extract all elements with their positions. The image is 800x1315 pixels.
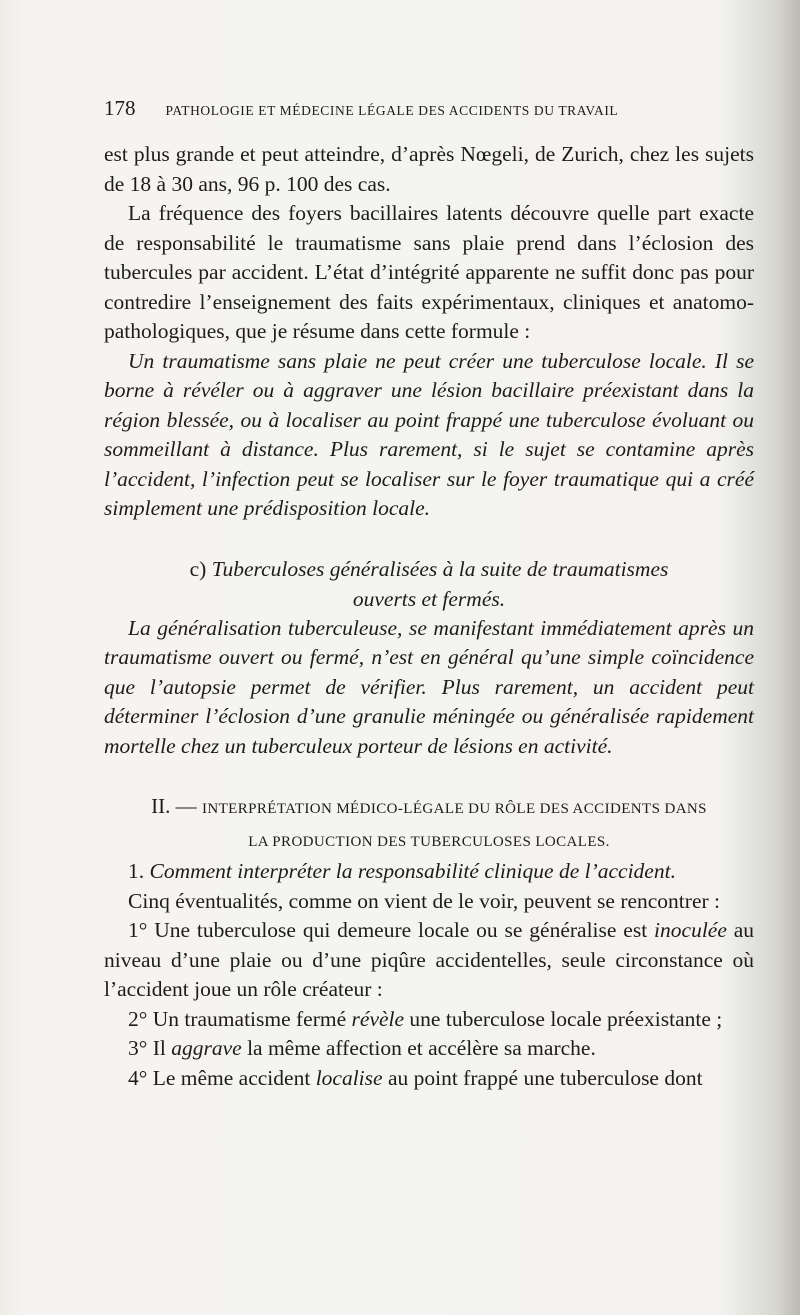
item-1-lead: 1° Une tuberculose qui demeure locale ou se généralise est bbox=[128, 918, 648, 942]
item-4-rest: au point frappé une tuberculose dont bbox=[387, 1065, 703, 1090]
item-3-lead: 3° Il bbox=[128, 1036, 166, 1060]
section-ii-title-line1: INTERPRÉTATION MÉDICO-LÉGALE DU RÔLE DES ACCIDENTS DANS bbox=[201, 801, 707, 817]
item-1-rest: au niveau d’une plaie ou d’une piqûre accidentelles, seule circonstance où l’accident joue un rôle créateur : bbox=[104, 918, 755, 1001]
subsection-1-title: Comment interpréter la responsabilité clinique de l’accident. bbox=[149, 859, 676, 883]
subsection-heading-1 bbox=[104, 857, 754, 887]
section-heading-ii bbox=[104, 791, 754, 857]
list-item-3 bbox=[104, 1034, 754, 1064]
section-c-title-line1: Tuberculoses généralisées à la suite de traumatismes bbox=[211, 556, 669, 581]
paragraph-continuation: est plus grande et peut atteindre, d’après Nœgeli, de Zurich, chez les sujets de 18 à 30 ans, 96 p. 100 des cas. bbox=[104, 142, 754, 196]
item-2-emphasis: révèle bbox=[351, 1006, 405, 1031]
running-head: PATHOLOGIE ET MÉDECINE LÉGALE DES ACCIDENTS DU TRAVAIL bbox=[165, 103, 619, 118]
paragraph-formula: Un traumatisme sans plaie ne peut créer une tuberculose locale. Il se borne à révéler ou à aggraver une lésion bacillaire préexistant dans la région blessée, ou à localiser au point frappé une tuberculose évoluant ou sommeillant à distance. Plus rarement, si le sujet se contamine après l’accident, l’infection peut se localiser sur le foyer traumatique qui a créé simplement une prédisposition locale. bbox=[104, 348, 754, 520]
section-c-label: c) bbox=[189, 556, 207, 581]
list-item-2 bbox=[104, 1005, 754, 1035]
paragraph-five-cases: Cinq éventualités, comme on vient de le voir, peuvent se rencontrer : bbox=[128, 888, 720, 913]
item-4-emphasis: localise bbox=[315, 1065, 383, 1090]
list-item-4 bbox=[104, 1064, 754, 1094]
paragraph-generalisation: La généralisation tuberculeuse, se manifestant immédiatement après un traumatisme ouvert ou fermé, n’est en général qu’une simple coïncidence que l’autopsie permet de vérifier. Plus rarement, un accident peut déterminer l’éclosion d’une granulie méningée ou généralisée rapidement mortelle chez un tuberculeux porteur de lésions en activité. bbox=[104, 615, 754, 758]
item-1-emphasis: inoculée bbox=[654, 918, 727, 942]
item-3-rest: la même affection et accélère sa marche. bbox=[247, 1036, 596, 1060]
list-item-1 bbox=[104, 916, 754, 1005]
page-number: 178 bbox=[104, 96, 136, 120]
section-heading-c bbox=[104, 554, 754, 614]
item-4-lead: 4° Le même accident bbox=[128, 1065, 311, 1090]
section-c-title-line2: ouverts et fermés. bbox=[352, 586, 506, 611]
section-ii-numeral: II. — bbox=[151, 794, 197, 818]
paragraph-latent-foci: La fréquence des foyers bacillaires latents découvre quelle part exacte de responsabilité le traumatisme sans plaie prend dans l’éclosion des tubercules par accident. L’état d’intégrité apparente ne suffit donc pas pour contredire l’enseignement des faits expérimentaux, cliniques et anatomo-pathologiques, que je résume dans cette formule : bbox=[104, 201, 754, 343]
section-ii-title-line2: LA PRODUCTION DES TUBERCULOSES LOCALES. bbox=[248, 834, 610, 850]
subsection-1-number: 1. bbox=[128, 859, 145, 883]
item-2-lead: 2° Un traumatisme fermé bbox=[128, 1006, 347, 1031]
item-3-emphasis: aggrave bbox=[171, 1036, 242, 1060]
item-2-rest: une tuberculose locale préexistante ; bbox=[409, 1006, 723, 1031]
page-header bbox=[104, 96, 704, 121]
page-body bbox=[104, 140, 754, 1093]
